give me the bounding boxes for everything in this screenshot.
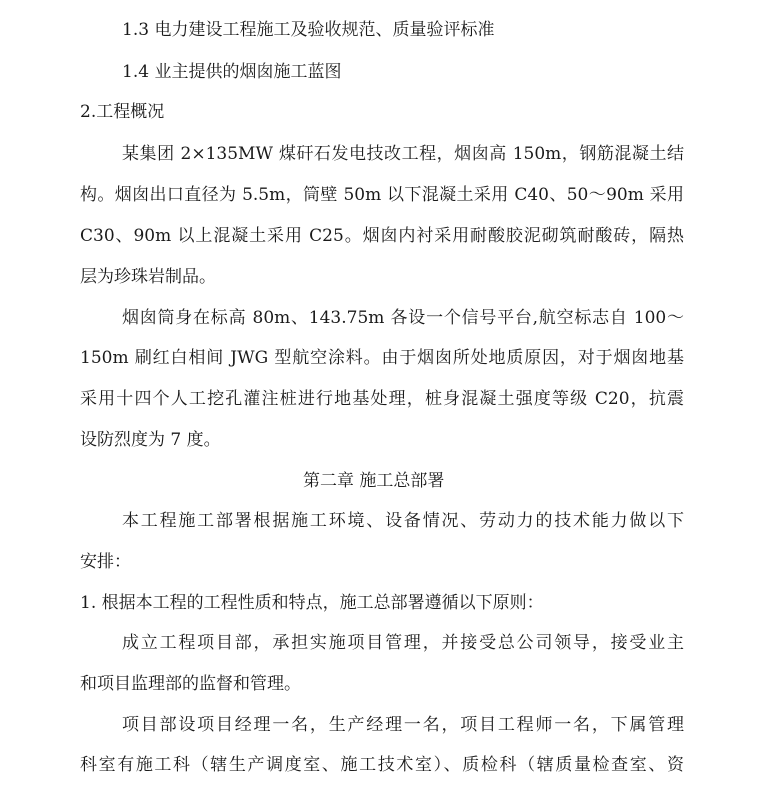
paragraph-deployment-line-1: 本工程施工部署根据施工环境、设备情况、劳动力的技术能力做以下 <box>122 511 684 531</box>
chapter-title: 第二章 施工总部署 <box>303 471 445 491</box>
paragraph-platform-line-1: 烟囱筒身在标高 80m、143.75m 各设一个信号平台,航空标志自 100～ <box>122 308 684 328</box>
reference-item-1-3: 1.3 电力建设工程施工及验收规范、质量验评标准 <box>122 20 495 40</box>
paragraph-platform-line-4: 设防烈度为 7 度。 <box>80 430 221 450</box>
paragraph-platform-line-2: 150m 刷红白相间 JWG 型航空涂料。由于烟囱所处地质原因，对于烟囱地基 <box>80 348 684 368</box>
reference-item-1-4: 1.4 业主提供的烟囱施工蓝图 <box>122 62 342 82</box>
paragraph-staffing-line-2: 科室有施工科（辖生产调度室、施工技术室）、质检科（辖质量检查室、资 <box>80 755 684 775</box>
paragraph-overview-line-4: 层为珍珠岩制品。 <box>80 267 216 287</box>
paragraph-project-dept-line-1: 成立工程项目部，承担实施项目管理，并接受总公司领导，接受业主 <box>122 633 684 653</box>
paragraph-deployment-line-2: 安排： <box>80 552 131 572</box>
paragraph-overview-line-1: 某集团 2×135MW 煤矸石发电技改工程，烟囱高 150m，钢筋混凝土结 <box>122 144 684 164</box>
paragraph-overview-line-3: C30、90m 以上混凝土采用 C25。烟囱内衬采用耐酸胶泥砌筑耐酸砖，隔热 <box>80 226 684 246</box>
paragraph-platform-line-3: 采用十四个人工挖孔灌注桩进行地基处理，桩身混凝土强度等级 C20，抗震 <box>80 389 684 409</box>
paragraph-overview-line-2: 构。烟囱出口直径为 5.5m，筒壁 50m 以下混凝土采用 C40、50～90m 采用 <box>80 185 684 205</box>
paragraph-project-dept-line-2: 和项目监理部的监督和管理。 <box>80 674 301 694</box>
section-heading-overview: 2.工程概况 <box>80 102 165 122</box>
numbered-item-1: 1. 根据本工程的工程性质和特点，施工总部署遵循以下原则： <box>80 593 544 613</box>
paragraph-staffing-line-1: 项目部设项目经理一名，生产经理一名，项目工程师一名，下属管理 <box>122 715 684 735</box>
